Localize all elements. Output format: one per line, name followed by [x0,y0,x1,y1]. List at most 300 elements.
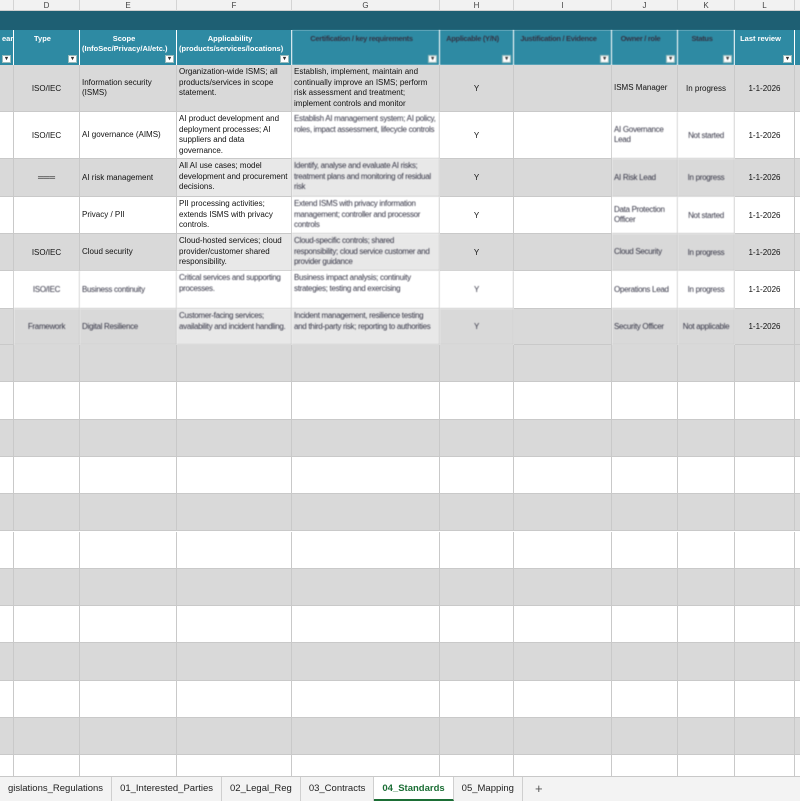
empty-cell[interactable] [14,382,80,419]
cell-text: 1-1-2026 [748,83,781,93]
cell-owner[interactable] [612,159,678,197]
cell-req[interactable] [292,234,440,271]
cell-c[interactable] [0,197,14,234]
empty-cell[interactable] [80,569,177,606]
cell-applic[interactable] [177,309,292,345]
empty-cell[interactable] [735,532,795,569]
header-label: Justification / Evidence [520,34,597,43]
empty-cell[interactable] [795,457,800,494]
cell-text: 1-1-2026 [748,247,781,257]
empty-cell[interactable] [177,718,292,755]
cell-just[interactable] [514,112,612,159]
cell-applic[interactable] [177,271,292,309]
cell-scope[interactable] [80,159,177,197]
empty-cell[interactable] [0,457,14,494]
cell-c[interactable] [0,65,14,112]
empty-cell[interactable] [612,494,678,531]
cell-text: Cloud-hosted services; cloud provider/customer shared responsibility. [179,236,282,266]
cell-text: All AI use cases; model development and procurement decisions. [179,161,288,191]
cell-partial-right[interactable] [795,159,800,197]
cell-just[interactable] [514,159,612,197]
empty-cell[interactable] [514,382,612,419]
empty-cell[interactable] [440,532,514,569]
empty-cell[interactable] [795,532,800,569]
cell-c[interactable] [0,309,14,345]
empty-cell[interactable] [678,755,735,776]
empty-cell[interactable] [292,532,440,569]
cell-scope[interactable] [80,271,177,309]
cell-text: Y [473,83,480,93]
empty-cell[interactable] [678,494,735,531]
cell-text: Data Protection Officer [614,205,665,224]
cell-text: Not started [688,210,724,220]
empty-cell[interactable] [612,681,678,718]
empty-cell[interactable] [795,494,800,531]
empty-cell[interactable] [80,606,177,643]
cell-just[interactable] [514,197,612,234]
empty-cell[interactable] [440,382,514,419]
cell-req[interactable] [292,197,440,234]
empty-cell[interactable] [14,643,80,680]
empty-cell[interactable] [292,494,440,531]
cell-type[interactable] [14,197,80,234]
cell-date[interactable] [735,234,795,271]
empty-cell[interactable] [0,494,14,531]
cell-text: Cloud security [82,247,133,256]
cell-partial-right[interactable] [795,271,800,309]
filter-dropdown-button[interactable]: ▾ [68,55,77,63]
empty-cell[interactable] [177,420,292,457]
empty-cell[interactable] [440,494,514,531]
empty-cell[interactable] [177,681,292,718]
column-letter-k[interactable]: K [678,0,735,11]
empty-cell[interactable] [795,420,800,457]
cell-text: 1-1-2026 [748,173,781,182]
header-label: Last review [740,34,781,43]
cell-yn[interactable] [440,309,514,345]
empty-cell[interactable] [514,718,612,755]
cell-owner[interactable] [612,112,678,159]
empty-cell[interactable] [177,643,292,680]
header-just [514,30,612,65]
cell-text: PII processing activities; extends ISMS with privacy controls. [179,199,273,229]
header-partial-right [795,30,800,65]
empty-cell[interactable] [735,681,795,718]
cell-text: Critical services and supporting processes. [179,273,281,293]
empty-cell[interactable] [612,606,678,643]
empty-cell[interactable] [80,420,177,457]
empty-cell[interactable] [735,494,795,531]
empty-cell[interactable] [612,569,678,606]
empty-cell[interactable] [612,420,678,457]
cell-just[interactable] [514,65,612,112]
empty-cell[interactable] [678,643,735,680]
sheet-tab-03-contracts[interactable]: 03_Contracts [301,777,375,801]
header-yn [440,30,514,65]
empty-cell[interactable] [80,494,177,531]
cell-text: ISO/IEC [31,130,62,140]
header-label: Certification / key requirements [310,34,413,43]
sheet-tab-gislations-regulations[interactable]: gislations_Regulations [0,777,112,801]
empty-cell[interactable] [80,643,177,680]
empty-cell[interactable] [514,457,612,494]
sheet-tab-bar [0,776,800,801]
cell-date[interactable] [735,271,795,309]
cell-just[interactable] [514,234,612,271]
cell-text: Security Officer [614,321,664,331]
empty-cell[interactable] [292,606,440,643]
empty-cell[interactable] [678,532,735,569]
cell-status[interactable] [678,159,735,197]
empty-cell[interactable] [440,718,514,755]
empty-cell[interactable] [80,532,177,569]
empty-cell[interactable] [678,457,735,494]
empty-cell[interactable] [678,382,735,419]
empty-cell[interactable] [440,606,514,643]
cell-req[interactable] [292,112,440,159]
cell-partial-right[interactable] [795,65,800,112]
empty-cell[interactable] [735,643,795,680]
filter-dropdown-button[interactable]: ▾ [783,55,792,63]
empty-cell[interactable] [440,345,514,382]
cell-text: Operations Lead [614,284,669,294]
empty-cell[interactable] [514,606,612,643]
empty-cell[interactable] [440,457,514,494]
filter-dropdown-button[interactable]: ▾ [666,55,675,63]
empty-cell[interactable] [514,569,612,606]
empty-cell[interactable] [80,457,177,494]
cell-applic[interactable] [177,112,292,159]
cell-owner[interactable] [612,234,678,271]
cell-date[interactable] [735,197,795,234]
empty-cell[interactable] [0,606,14,643]
sheet-tab-01-interested-parties[interactable]: 01_Interested_Parties [112,777,222,801]
cell-date[interactable] [735,159,795,197]
empty-cell[interactable] [735,606,795,643]
empty-cell[interactable] [177,494,292,531]
empty-cell[interactable] [514,420,612,457]
empty-cell[interactable] [177,345,292,382]
empty-cell[interactable] [0,532,14,569]
empty-cell[interactable] [14,532,80,569]
empty-cell[interactable] [14,494,80,531]
empty-cell[interactable] [678,420,735,457]
empty-cell[interactable] [735,569,795,606]
cell-type[interactable] [14,159,80,197]
cell-date[interactable] [735,65,795,112]
empty-cell[interactable] [0,569,14,606]
cell-text: Y [473,247,480,257]
cell-owner[interactable] [612,271,678,309]
column-letter-g[interactable]: G [292,0,440,11]
empty-cell[interactable] [292,382,440,419]
cell-text: Not applicable [682,322,730,331]
sheet-tab-04-standards[interactable]: 04_Standards [374,777,453,801]
empty-cell[interactable] [440,569,514,606]
cell-text: Establish AI management system; AI policy, roles, impact assessment, lifecycle controls [294,114,436,134]
empty-cell[interactable] [0,420,14,457]
cell-applic[interactable] [177,234,292,271]
cell-c[interactable] [0,159,14,197]
cell-text: AI Risk Lead [614,172,656,182]
cell-type[interactable] [14,271,80,309]
empty-cell[interactable] [177,569,292,606]
empty-cell[interactable] [795,643,800,680]
cell-text: Framework [27,322,66,331]
empty-cell[interactable] [0,755,14,776]
empty-cell[interactable] [612,457,678,494]
header-label: Applicability (products/services/locations) [179,34,284,53]
filter-dropdown-button[interactable]: ▾ [600,55,609,63]
cell-text: Business continuity [82,284,145,294]
empty-cell[interactable] [795,606,800,643]
empty-cell[interactable] [795,382,800,419]
empty-cell[interactable] [14,457,80,494]
cell-scope[interactable] [80,65,177,112]
empty-cell[interactable] [440,681,514,718]
cell-partial-right[interactable] [795,112,800,159]
cell-text: ISO/IEC [31,83,62,93]
header-owner [612,30,678,65]
cell-just[interactable] [514,271,612,309]
empty-cell[interactable] [612,755,678,776]
column-letter-j[interactable]: J [612,0,678,11]
empty-cell[interactable] [795,681,800,718]
empty-cell[interactable] [177,382,292,419]
cell-c[interactable] [0,234,14,271]
empty-cell[interactable] [292,345,440,382]
cell-text: Cloud-specific controls; shared responsibility; cloud service customer and provider guidance [294,236,430,266]
empty-cell[interactable] [612,718,678,755]
empty-cell[interactable] [292,681,440,718]
filter-dropdown-button[interactable]: ▾ [428,55,437,63]
cell-partial-right[interactable] [795,309,800,345]
empty-cell[interactable] [735,382,795,419]
empty-cell[interactable] [440,643,514,680]
empty-cell[interactable] [14,569,80,606]
empty-cell[interactable] [514,643,612,680]
empty-cell[interactable] [735,718,795,755]
empty-cell[interactable] [0,382,14,419]
cell-status[interactable] [678,271,735,309]
cell-text: Y [473,130,480,140]
cell-owner[interactable] [612,309,678,345]
empty-cell[interactable] [735,345,795,382]
cell-partial-right[interactable] [795,234,800,271]
header-label: Status [691,34,713,43]
cell-type[interactable] [14,234,80,271]
empty-cell[interactable] [795,569,800,606]
cell-text: AI risk management [82,172,154,182]
empty-cell[interactable] [612,345,678,382]
empty-cell[interactable] [440,755,514,776]
cell-status[interactable] [678,234,735,271]
empty-cell[interactable] [514,345,612,382]
empty-cell[interactable] [0,718,14,755]
cell-text: Extend ISMS with privacy information management; controller and processor controls [294,199,421,229]
cell-yn[interactable] [440,197,514,234]
cell-c[interactable] [0,271,14,309]
cell-status[interactable] [678,65,735,112]
cell-yn[interactable] [440,234,514,271]
empty-cell[interactable] [678,606,735,643]
empty-cell[interactable] [292,569,440,606]
empty-cell[interactable] [514,681,612,718]
empty-cell[interactable] [795,345,800,382]
cell-text: In progress [687,247,725,257]
cell-yn[interactable] [440,159,514,197]
filter-dropdown-button[interactable]: ▾ [280,55,289,63]
filter-dropdown-button[interactable]: ▾ [165,55,174,63]
add-sheet-button[interactable]: + [534,781,543,796]
empty-cell[interactable] [440,420,514,457]
cell-req[interactable] [292,271,440,309]
column-letter-h[interactable]: H [440,0,514,11]
empty-cell[interactable] [80,718,177,755]
header-scope [80,30,177,65]
cell-text: ═══ [37,173,55,182]
empty-cell[interactable] [735,420,795,457]
empty-cell[interactable] [292,718,440,755]
cell-yn[interactable] [440,65,514,112]
cell-text: ISO/IEC [32,285,61,294]
cell-text: 1-1-2026 [748,322,781,331]
empty-cell[interactable] [177,457,292,494]
cell-date[interactable] [735,112,795,159]
cell-text: Not started [688,130,724,140]
cell-text: Customer-facing services; availability and incident handling. [179,311,286,331]
empty-cell[interactable] [14,345,80,382]
empty-cell[interactable] [514,755,612,776]
cell-type[interactable] [14,309,80,345]
empty-cell[interactable] [612,382,678,419]
cell-type[interactable] [14,65,80,112]
empty-cell[interactable] [0,345,14,382]
cell-owner[interactable] [612,65,678,112]
empty-cell[interactable] [612,643,678,680]
cell-text: Y [473,285,480,294]
cell-text: Incident management, resilience testing and third-party risk; reporting to authorities [294,311,431,331]
cell-type[interactable] [14,112,80,159]
cell-text: In progress [685,83,727,93]
header-status [678,30,735,65]
cell-status[interactable] [678,112,735,159]
empty-cell[interactable] [678,718,735,755]
cell-just[interactable] [514,309,612,345]
empty-cell[interactable] [177,606,292,643]
cell-text: AI product development and deployment processes; AI suppliers and data governance. [179,114,280,155]
cell-scope[interactable] [80,197,177,234]
cell-scope[interactable] [80,234,177,271]
empty-cell[interactable] [80,681,177,718]
cell-text: 1-1-2026 [748,130,781,140]
cell-yn[interactable] [440,271,514,309]
empty-cell[interactable] [514,494,612,531]
empty-cell[interactable] [14,606,80,643]
cell-text: Cloud Security [614,247,662,256]
empty-cell[interactable] [0,681,14,718]
empty-cell[interactable] [14,681,80,718]
cell-req[interactable] [292,65,440,112]
cell-partial-right[interactable] [795,197,800,234]
cell-scope[interactable] [80,112,177,159]
empty-cell[interactable] [0,643,14,680]
column-letter-i[interactable]: I [514,0,612,11]
filter-dropdown-button[interactable]: ▾ [2,55,11,63]
cell-yn[interactable] [440,112,514,159]
empty-cell[interactable] [612,532,678,569]
header-label: Applicable (Y/N) [446,34,499,43]
cell-applic[interactable] [177,65,292,112]
column-letter-d[interactable]: D [14,0,80,11]
column-letter-partial-right[interactable] [795,0,800,11]
cell-text: 1-1-2026 [748,285,781,294]
cell-status[interactable] [678,309,735,345]
empty-cell[interactable] [795,718,800,755]
header-label: Owner / role [620,34,661,43]
header-date [735,30,795,65]
empty-cell[interactable] [292,643,440,680]
column-letter-e[interactable]: E [80,0,177,11]
empty-cell[interactable] [292,755,440,776]
empty-cell[interactable] [14,755,80,776]
empty-cell[interactable] [177,755,292,776]
sheet-tab-02-legal-reg[interactable]: 02_Legal_Reg [222,777,301,801]
column-letter-f[interactable]: F [177,0,292,11]
empty-cell[interactable] [678,345,735,382]
empty-cell[interactable] [292,457,440,494]
cell-c[interactable] [0,112,14,159]
empty-cell[interactable] [80,345,177,382]
cell-owner[interactable] [612,197,678,234]
cell-applic[interactable] [177,159,292,197]
cell-scope[interactable] [80,309,177,345]
cell-req[interactable] [292,159,440,197]
cell-text: Information security (ISMS) [82,78,152,97]
header-type [14,30,80,65]
cell-text: ISO/IEC [31,247,62,257]
empty-cell[interactable] [292,420,440,457]
cell-text: Business impact analysis; continuity strategies; testing and exercising [294,273,411,293]
column-letter-partial[interactable] [0,0,14,11]
empty-cell[interactable] [735,755,795,776]
sheet-tab-05-mapping[interactable]: 05_Mapping [454,777,523,801]
cell-text: Establish, implement, maintain and continually improve an ISMS; perform risk assessment and treatment; implement controls and monitor [294,67,428,108]
cell-req[interactable] [292,309,440,345]
header-label: Scope (InfoSec/Privacy/AI/etc.) [82,34,168,53]
filter-dropdown-button[interactable]: ▾ [723,55,732,63]
filter-dropdown-button[interactable]: ▾ [502,55,511,63]
empty-cell[interactable] [14,718,80,755]
sheet-title-bar [0,11,800,30]
empty-cell[interactable] [514,532,612,569]
empty-cell[interactable] [80,755,177,776]
empty-cell[interactable] [678,681,735,718]
empty-cell[interactable] [80,382,177,419]
empty-cell[interactable] [177,532,292,569]
cell-text: AI Governance Lead [614,125,664,144]
empty-cell[interactable] [795,755,800,776]
empty-cell[interactable] [735,457,795,494]
cell-date[interactable] [735,309,795,345]
cell-text: Privacy / PII [82,210,125,219]
cell-applic[interactable] [177,197,292,234]
column-letter-l[interactable]: L [735,0,795,11]
cell-status[interactable] [678,197,735,234]
empty-cell[interactable] [14,420,80,457]
cell-text: Organization-wide ISMS; all products/services in scope statement. [179,67,278,97]
empty-cell[interactable] [678,569,735,606]
